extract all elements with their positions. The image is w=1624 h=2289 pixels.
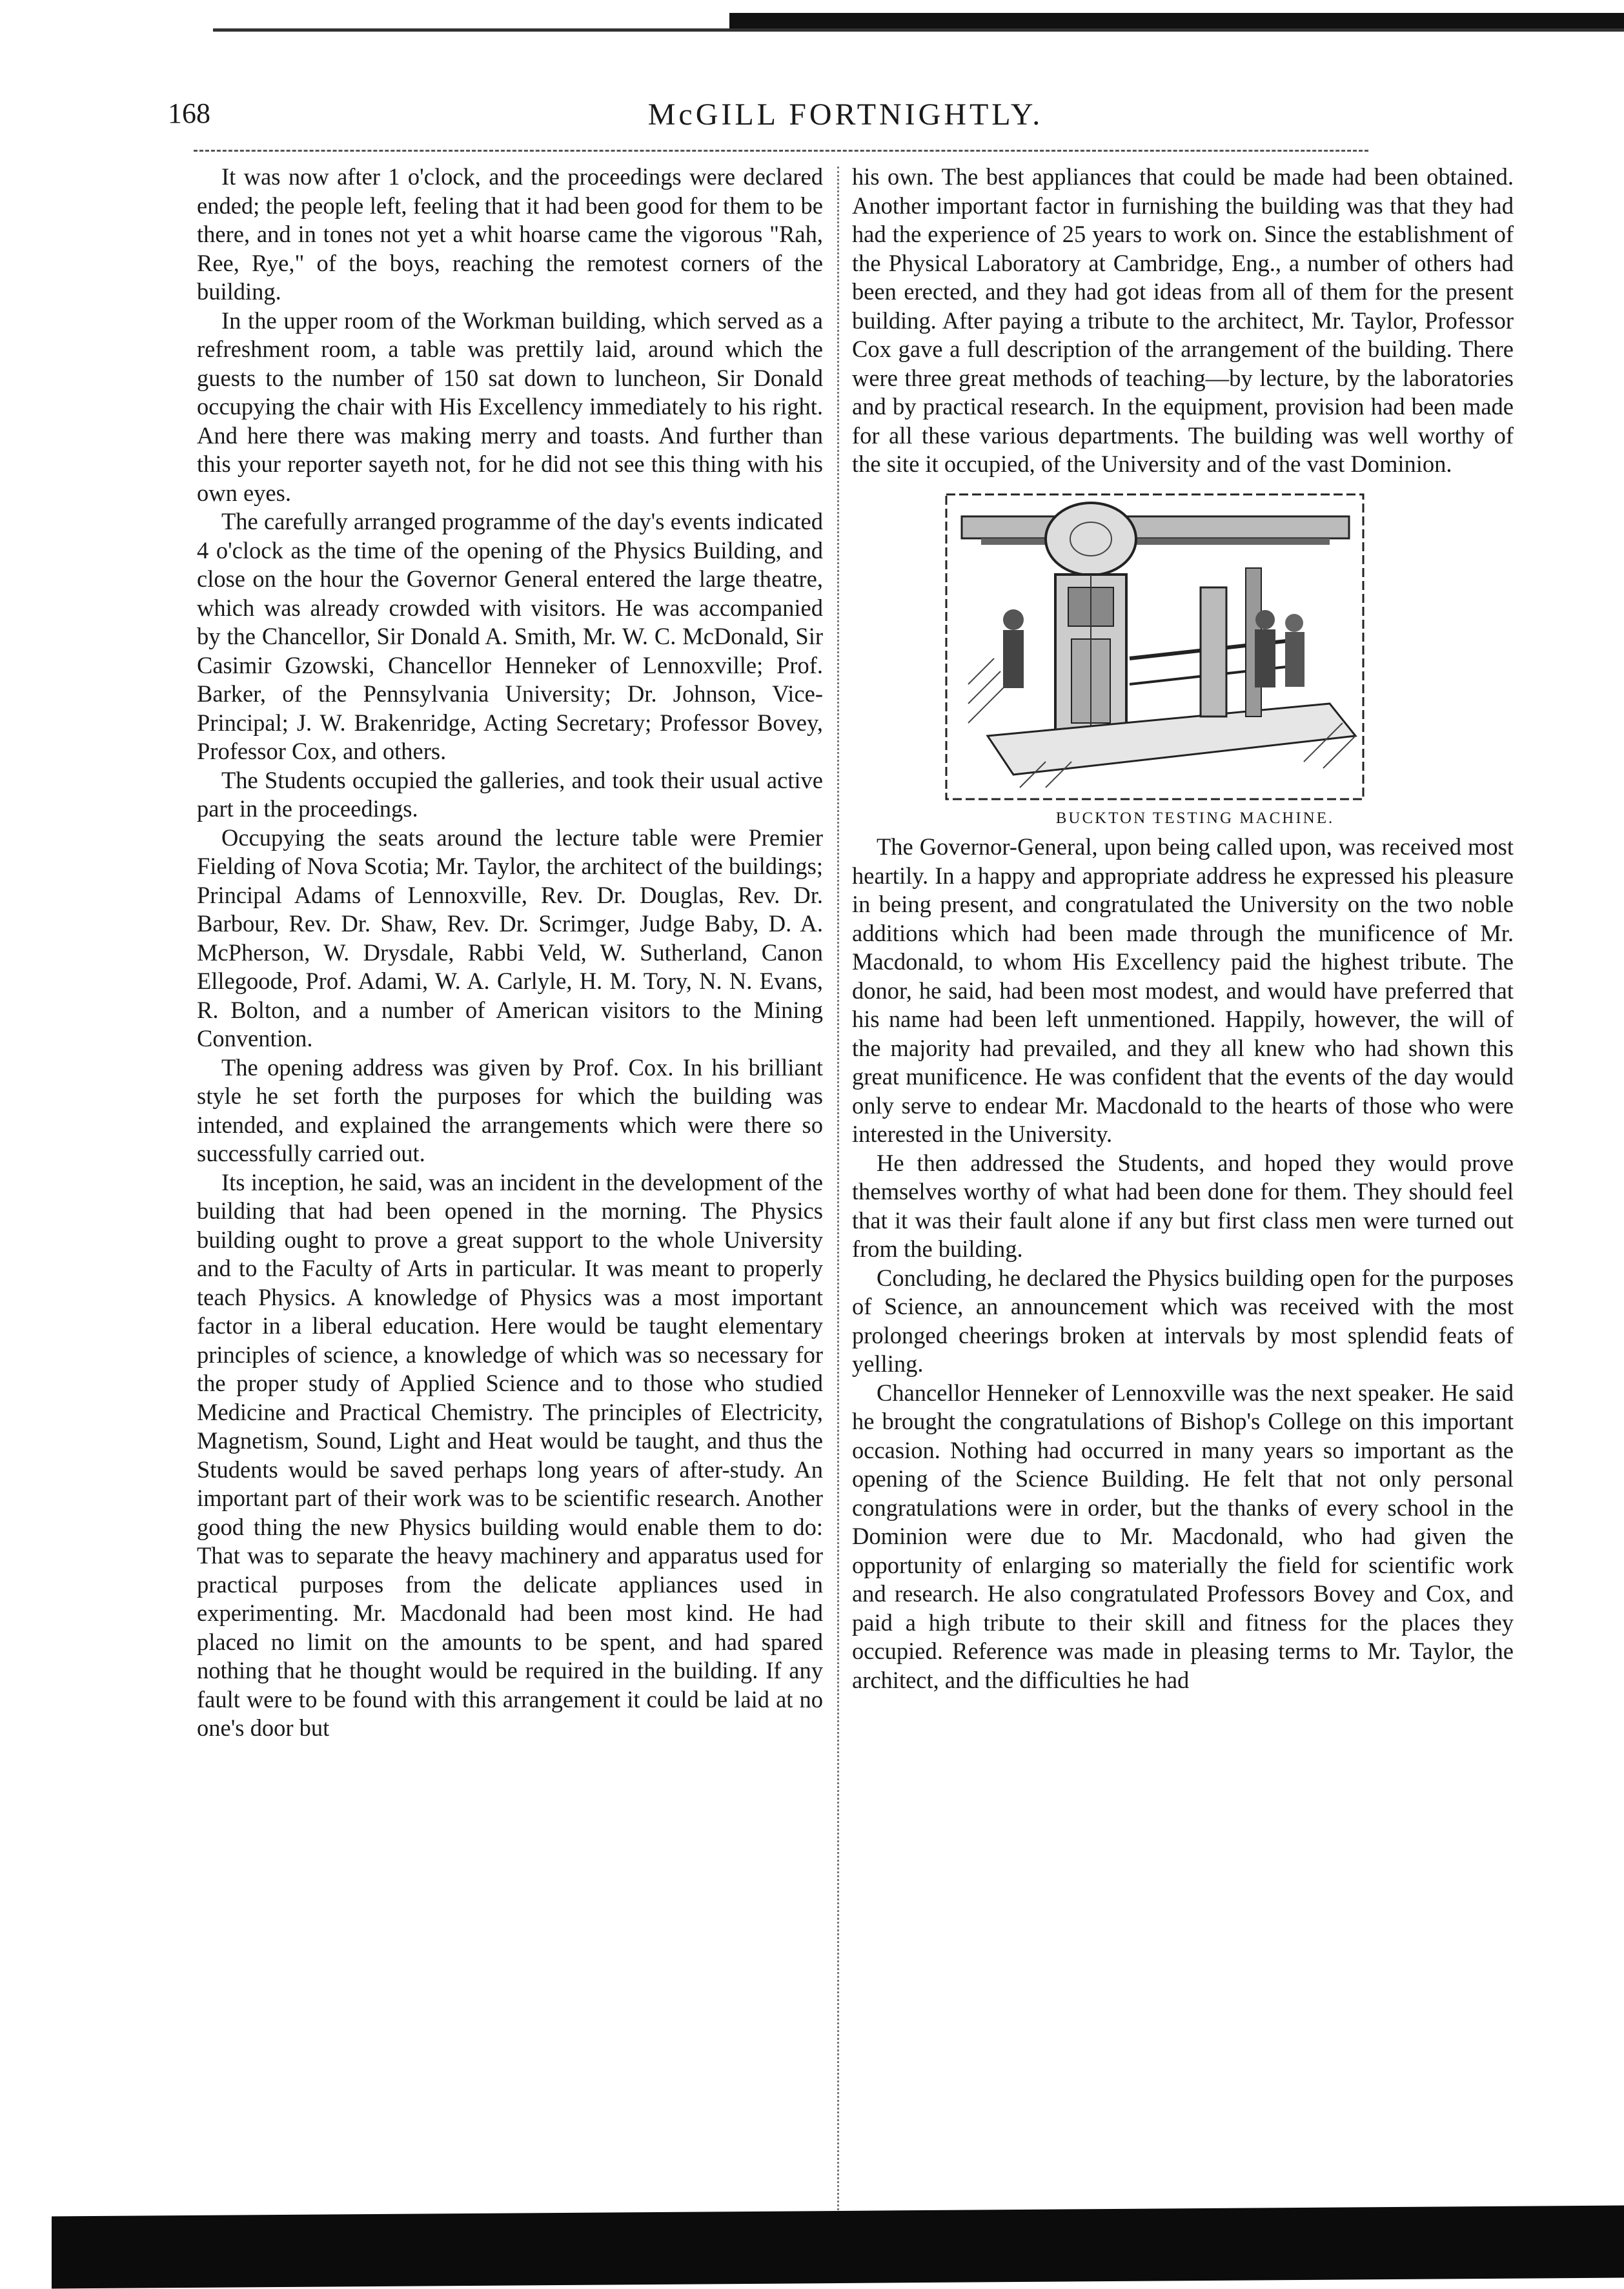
paragraph: Its inception, he said, was an incident in the development of the building that had been opened in the morning. The Physics building ought to prove a great support to the whole University and to the Faculty of Arts in particular. It was meant to properly teach Physics. A knowledge of Physics was a most important factor in a liberal education. Here would be taught elementary principles of science, a knowledge of which was so necessary for the proper study of Applied Science and to those who studied Medicine and Practical Chemistry. The principles of Electricity, Magnetism, Sound, Light and Heat would be taught, and thus the Students would be saved perhaps long years of after-study. An important part of their work was to be scientific research. Another good thing the new Physics building would enable them to do: That was to separate the heavy machinery and apparatus used for practical purposes from the delicate appliances used in experimenting. Mr. Macdonald had been most kind. He had placed no limit on the amounts to be spent, and had spared nothing that he thought would be required in the building. If any fault were to be found with this arrangement it could be laid at no one's door but [197,1168,823,1741]
paragraph: The carefully arranged programme of the day's events indicated 4 o'clock as the time of the opening of the Physics Building, and close on the hour the Governor General entered the large theatre, which was already crowded with visitors. He was accompanied by the Chancellor, Sir Donald A. Smith, Mr. W. C. McDonald, Sir Casimir Gzowski, Chancellor Henneker of Lennoxville; Prof. Barker, of the Pennsylvania University; Dr. Johnson, Vice-Principal; J. W. Brakenridge, Acting Secretary; Professor Bovey, Professor Cox, and others. [197,508,823,764]
page-number: 168 [168,97,210,129]
paragraph: The Governor-General, upon being called upon, was received most heartily. In a happy and appropriate address he expressed his pleasure in being present, and congratulated the University on the two noble additions which had been made through the munificence of Mr. Macdonald, to whom His Excellency paid the highest tribute. The donor, he said, had been most modest, and would have preferred that his name had been left unmentioned. Happily, however, the will of the majority had prevailed, and they all knew who had shown this great munificence. He was confident that the events of the day would only serve to endear Mr. Macdonald to the hearts of those who were interested in the University. [852,833,1514,1147]
left-column [197,163,823,1743]
scan-border-bottom [52,2205,1624,2288]
paragraph: his own. The best appliances that could be made had been obtained. Another important factor in furnishing the building was that they had had the experience of 25 years to work on. Since the establishment of the Physical Laboratory at Cambridge, Eng., a number of others had been erected, and they had got ideas from all of them for the present building. After paying a tribute to the architect, Mr. Taylor, Professor Cox gave a full description of the arrangement of the building. There were three great methods of teaching—by lecture, by the laboratories and by practical research. In the equipment, provision had been made for all these various departments. The building was well worthy of the site it occupied, of the University and of the vast Dominion. [852,163,1514,477]
paragraph: Chancellor Henneker of Lennoxville was the next speaker. He said he brought the congratulations of Bishop's College on this important occasion. Nothing had occurred in many years so important as the opening of the Science Building. He felt that not only personal congratulations were in order, but the thanks of every school in the Dominion were due to Mr. Macdonald, who had given the opportunity of enlarging so materially the field for scientific work and research. He also congratulated Professors Bovey and Cox, and paid a high tribute to their skill and fitness for the places they occupied. Reference was made in pleasing terms to Mr. Taylor, the architect, and the difficulties he had [852,1379,1514,1693]
paragraph: In the upper room of the Workman building, which served as a refreshment room, a table was prettily laid, around which the guests to the number of 150 sat down to luncheon, Sir Donald occupying the chair with His Excellency immediately to his right. And here there was making merry and toasts. And further than this your reporter sayeth not, for he did not see this thing with his own eyes. [197,307,823,506]
buckton-testing-machine-illustration [942,491,1368,804]
scan-border-top [729,13,1624,30]
header-rule [194,150,1368,152]
machine-drawing [942,491,1368,804]
scan-border-top-thin [213,28,1624,32]
column-divider [837,167,839,2245]
paragraph: The opening address was given by Prof. Cox. In his brilliant style he set forth the purposes for which the building was intended, and explained the arrangements which were there so successfully carried out. [197,1053,823,1166]
right-column [852,163,1514,1694]
paragraph: Concluding, he declared the Physics building open for the purposes of Science, an announcement which was received with the most prolonged cheerings broken at intervals by most splendid feats of yelling. [852,1264,1514,1377]
running-title: McGILL FORTNIGHTLY. [647,97,1044,132]
paragraph: He then addressed the Students, and hoped they would prove themselves worthy of what had been done for them. They should feel that it was their fault alone if any but first class men were turned out from the building. [852,1149,1514,1262]
paragraph: The Students occupied the galleries, and took their usual active part in the proceedings. [197,766,823,822]
figure-caption: BUCKTON TESTING MACHINE. [1055,809,1335,827]
paragraph: It was now after 1 o'clock, and the proceedings were declared ended; the people left, feeling that it had been good for them to be there, and in tones not yet a whit hoarse came the vigorous "Rah, Ree, Rye," of the boys, reaching the remotest corners of the building. [197,163,823,305]
paragraph: Occupying the seats around the lecture table were Premier Fielding of Nova Scotia; Mr. Taylor, the architect of the buildings; Principal Adams of Lennoxville, Rev. Dr. Douglas, Rev. Dr. Barbour, Rev. Dr. Shaw, Rev. Dr. Scrimger, Judge Baby, D. A. McPherson, W. Drysdale, Rabbi Veld, W. Sutherland, Canon Ellegoode, Prof. Adami, W. A. Carlyle, H. M. Tory, N. N. Evans, R. Bolton, and a number of American visitors to the Mining Convention. [197,824,823,1052]
page-header [168,97,1523,148]
